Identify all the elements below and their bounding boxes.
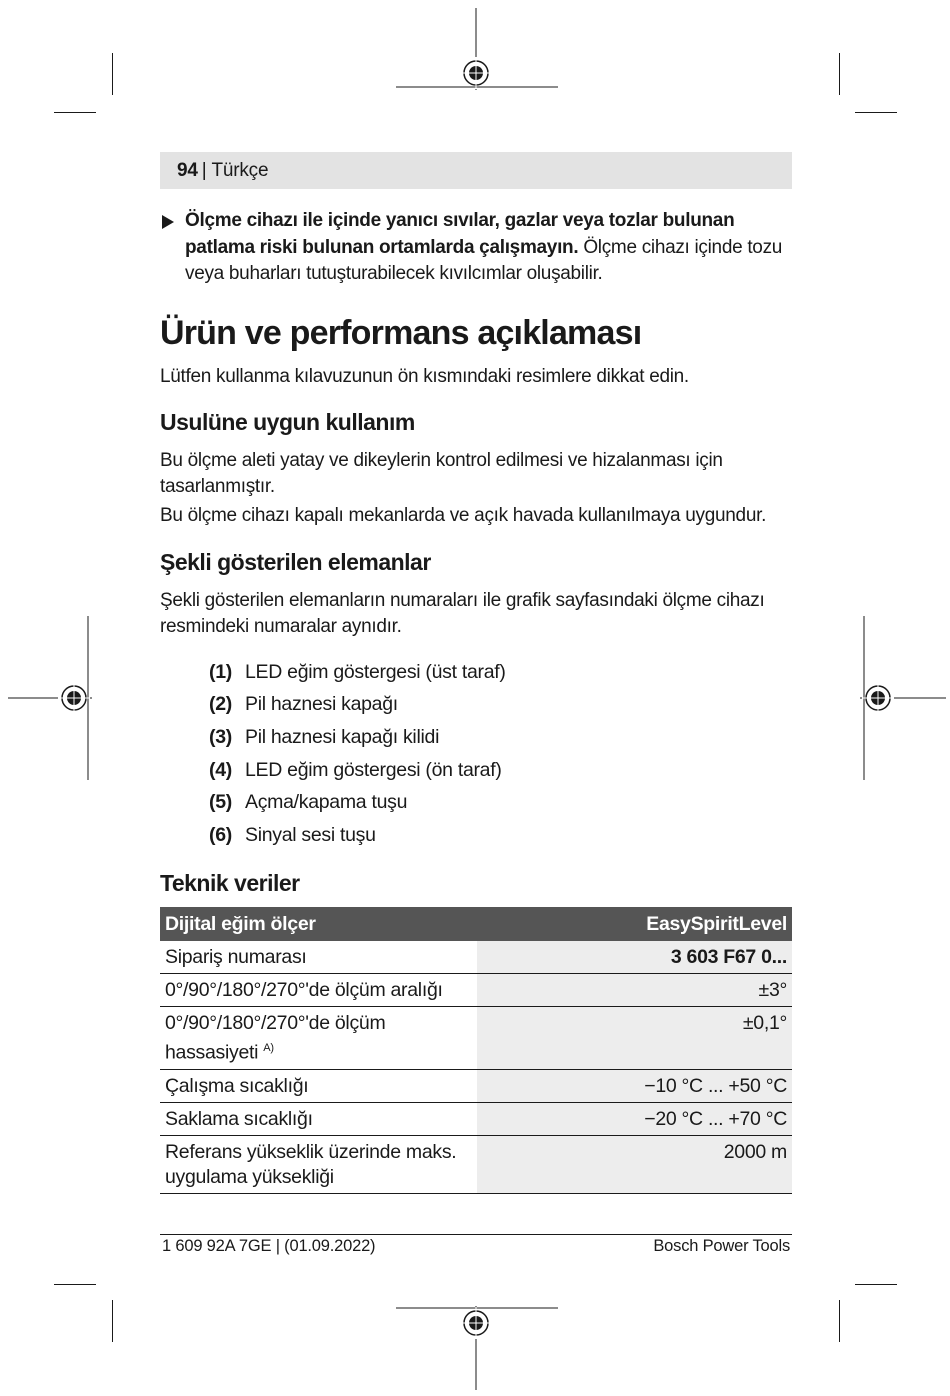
- row-value: 2000 m: [477, 1135, 792, 1193]
- intended-use-paragraph: Bu ölçme aleti yatay ve dikeylerin kontrol edilmesi ve hizalanması için tasarlanmıştır.: [160, 450, 723, 497]
- registration-mark-icon: [8, 616, 92, 780]
- footer-doc-number: 1 609 92A 7GE | (01.09.2022): [162, 1237, 376, 1255]
- components-title: Şekli gösterilen elemanlar: [160, 549, 431, 575]
- row-value: ±3°: [477, 974, 792, 1007]
- tech-data-table: [160, 907, 792, 1194]
- row-label: Sipariş numarası: [160, 941, 477, 974]
- crop-mark: [855, 112, 897, 113]
- crop-mark: [839, 1300, 840, 1342]
- table-row: [160, 941, 792, 974]
- components-list: [209, 656, 506, 852]
- crop-mark: [855, 1284, 897, 1285]
- crop-mark: [112, 53, 113, 95]
- table-row: [160, 1007, 792, 1070]
- item-label: Pil haznesi kapağı kilidi: [245, 725, 440, 748]
- page-header: [160, 152, 792, 189]
- section-intro: Lütfen kullanma kılavuzunun ön kısmındaki resimlere dikkat edin.: [160, 366, 689, 387]
- row-value: 3 603 F67 0...: [477, 941, 792, 974]
- intended-use-title: Usulüne uygun kullanım: [160, 409, 415, 435]
- section-title: Ürün ve performans açıklaması: [160, 314, 642, 352]
- list-item: [209, 656, 506, 689]
- footer-brand: Bosch Power Tools: [653, 1237, 790, 1255]
- item-number: (2): [209, 693, 232, 716]
- tech-data-title: Teknik veriler: [160, 870, 300, 896]
- crop-mark: [839, 53, 840, 95]
- table-row: [160, 1135, 792, 1193]
- table-header-product: Dijital eğim ölçer: [160, 907, 477, 941]
- row-label: 0°/90°/180°/270°'de ölçüm hassasiyeti: [165, 1012, 386, 1064]
- list-item: [209, 689, 506, 722]
- header-separator: |: [201, 159, 207, 181]
- intended-use-paragraph: Bu ölçme cihazı kapalı mekanlarda ve açık havada kullanılmaya uygundur.: [160, 505, 767, 526]
- row-label-cell: [160, 1007, 477, 1070]
- table-header-row: [160, 907, 792, 941]
- registration-mark-icon: [860, 616, 946, 780]
- item-label: Pil haznesi kapağı: [245, 693, 398, 716]
- item-label: LED eğim göstergesi (üst taraf): [245, 660, 506, 683]
- item-number: (5): [209, 791, 232, 814]
- footer-divider: [160, 1234, 792, 1235]
- header-language: Türkçe: [211, 159, 269, 181]
- warning-bold-text: Ölçme cihazı ile içinde yanıcı sıvılar, gazlar veya tozlar bulunan patlama riski bulunan ortamlarda çalışmayın.: [185, 210, 735, 258]
- list-item: [209, 786, 506, 819]
- list-item: [209, 819, 506, 852]
- row-label: Saklama sıcaklığı: [160, 1102, 477, 1135]
- safety-warning: [160, 208, 800, 288]
- row-label: Referans yükseklik üzerinde maks. uygulama yüksekliği: [160, 1135, 477, 1193]
- item-label: Açma/kapama tuşu: [245, 791, 408, 814]
- table-header-model: EasySpiritLevel: [477, 907, 792, 941]
- table-row: [160, 1102, 792, 1135]
- row-value: −10 °C ... +50 °C: [477, 1069, 792, 1102]
- item-number: (4): [209, 758, 232, 781]
- bullet-triangle-icon: [162, 215, 174, 229]
- row-label: Çalışma sıcaklığı: [160, 1069, 477, 1102]
- crop-mark: [54, 1284, 96, 1285]
- row-label: 0°/90°/180°/270°'de ölçüm aralığı: [160, 974, 477, 1007]
- item-label: Sinyal sesi tuşu: [245, 823, 376, 846]
- item-number: (6): [209, 823, 232, 846]
- list-item: [209, 721, 506, 754]
- item-number: (3): [209, 725, 232, 748]
- row-value: ±0,1°: [477, 1007, 792, 1070]
- registration-mark-icon: [396, 8, 558, 90]
- list-item: [209, 754, 506, 787]
- crop-mark: [112, 1300, 113, 1342]
- table-row: [160, 1069, 792, 1102]
- components-intro: Şekli gösterilen elemanların numaraları ile grafik sayfasındaki ölçme cihazı resmindeki numaralar aynıdır.: [160, 590, 765, 637]
- item-number: (1): [209, 660, 232, 683]
- row-value: −20 °C ... +70 °C: [477, 1102, 792, 1135]
- page-number: 94: [177, 159, 198, 181]
- table-row: [160, 974, 792, 1007]
- footnote-marker: A): [263, 1042, 274, 1054]
- registration-mark-icon: [396, 1306, 558, 1390]
- item-label: LED eğim göstergesi (ön taraf): [245, 758, 502, 781]
- crop-mark: [54, 112, 96, 113]
- warning-normal-text: Ölçme cihazı içinde tozu veya buharları tutuşturabilecek kıvılcımlar oluşabilir.: [185, 236, 783, 284]
